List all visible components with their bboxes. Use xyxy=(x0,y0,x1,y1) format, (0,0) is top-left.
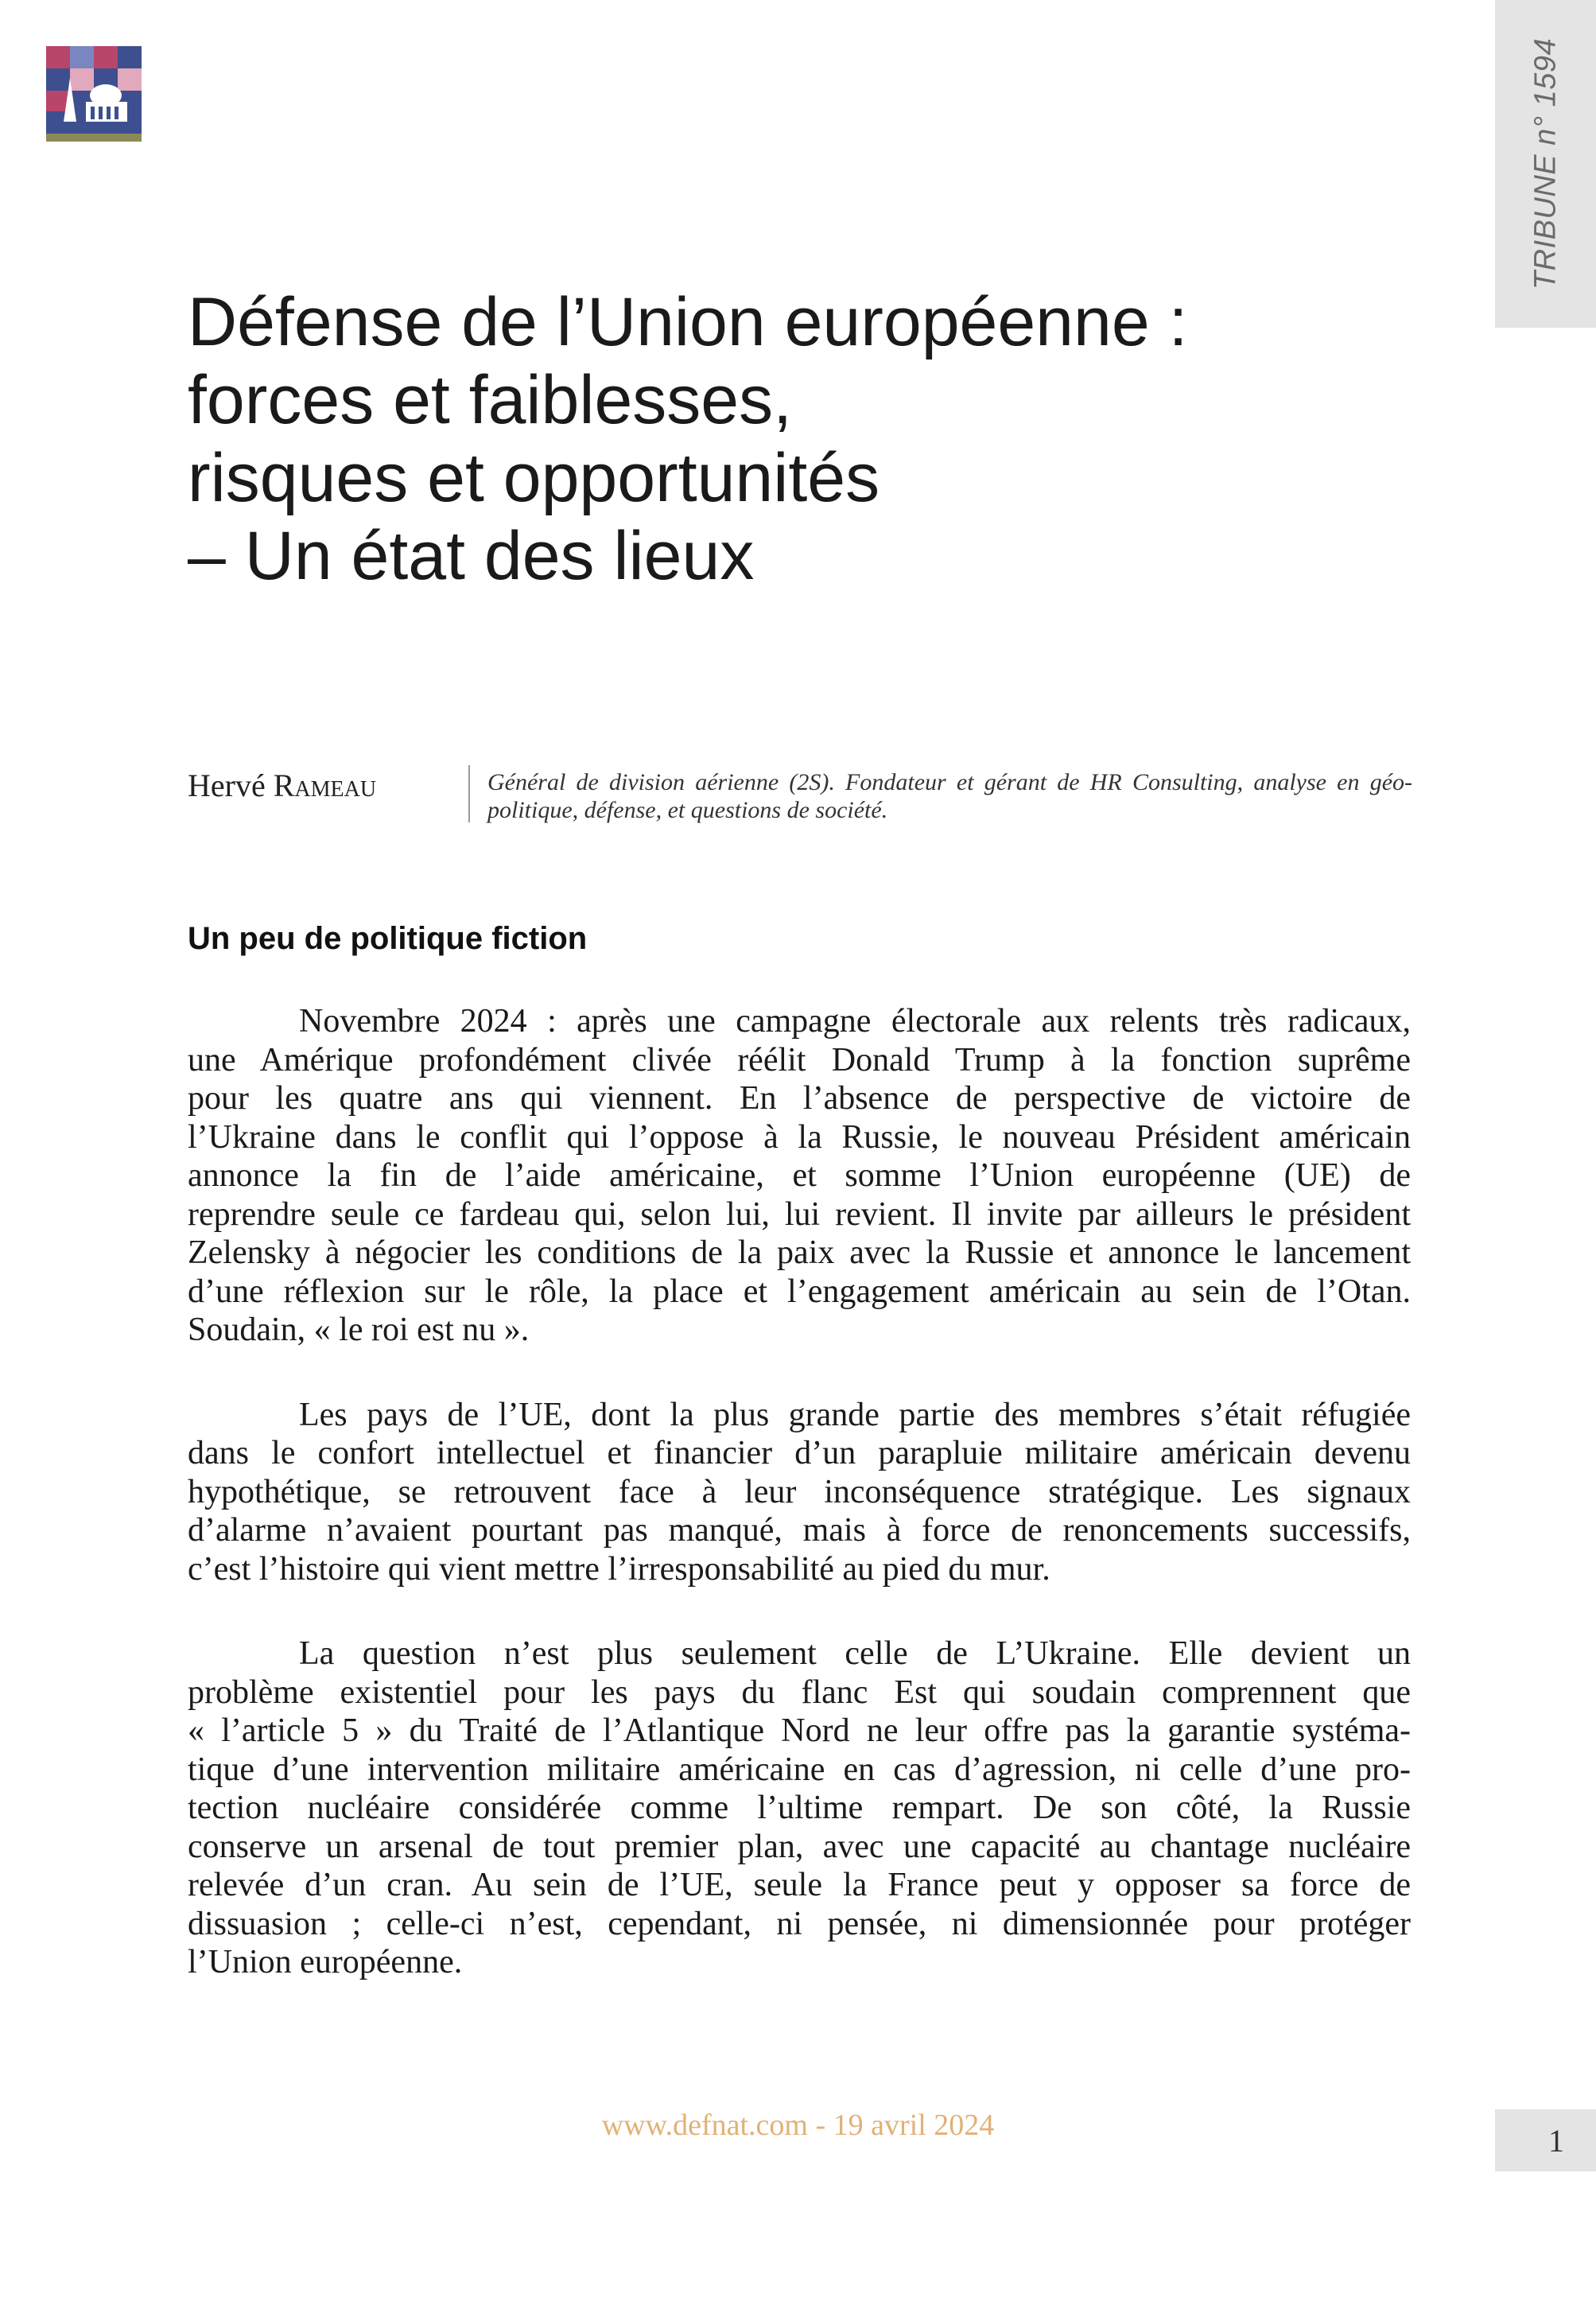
text-line: pour les quatre ans qui viennent. En l’absence de perspective de victoire de xyxy=(188,1080,1411,1117)
author-first-name: Hervé xyxy=(188,768,266,803)
text-line: d’une réflexion sur le rôle, la place et l’engagement américain au sein de l’Otan. xyxy=(188,1273,1411,1310)
author-name xyxy=(188,767,376,804)
text-line: c’est l’histoire qui vient mettre l’irresponsabilité au pied du mur. xyxy=(188,1550,1050,1588)
paragraph xyxy=(188,1634,1411,1982)
text-line: « l’article 5 » du Traité de l’Atlantique Nord ne leur offre pas la garantie systéma- xyxy=(188,1712,1411,1749)
text-line: dans le confort intellectuel et financier d’un parapluie militaire américain devenu xyxy=(188,1435,1411,1471)
text-line: Soudain, « le roi est nu ». xyxy=(188,1312,530,1348)
text-line: reprendre seule ce fardeau qui, selon lui, lui revient. Il invite par ailleurs le président xyxy=(188,1195,1411,1233)
text-line: hypothétique, se retrouvent face à leur inconséquence stratégique. Les signaux xyxy=(188,1473,1411,1510)
defense-nationale-emblem-icon xyxy=(46,46,142,142)
text-line: tection nucléaire considérée comme l’ultime rempart. De son côté, la Russie xyxy=(188,1790,1411,1826)
title-line: – Un état des lieux xyxy=(188,518,755,594)
text-line: Zelensky à négocier les conditions de la paix avec la Russie et annonce le lancement xyxy=(188,1234,1411,1271)
text-line: dissuasion ; celle-ci n’est, cependant, ni pensée, ni dimensionnée pour protéger xyxy=(188,1905,1411,1942)
tribune-sidebar-tab xyxy=(1495,0,1596,328)
tribune-number-label: TRIBUNE n° 1594 xyxy=(1528,37,1562,290)
article-body xyxy=(188,1002,1411,2028)
title-line: risques et opportunités xyxy=(188,440,880,516)
text-line: problème existentiel pour les pays du flanc Est qui soudain comprennent que xyxy=(188,1673,1411,1711)
author-last-name: Rameau xyxy=(273,768,377,803)
author-divider xyxy=(468,765,470,822)
title-line: Défense de l’Union européenne : xyxy=(188,284,1188,360)
text-line: relevée d’un cran. Au sein de l’UE, seule la France peut y opposer sa force de xyxy=(188,1867,1411,1903)
footer-website-date: www.defnat.com - 19 avril 2024 xyxy=(601,2109,995,2142)
page-number: 1 xyxy=(1548,2123,1564,2159)
text-line: Les pays de l’UE, dont la plus grande partie des membres s’était réfugiée xyxy=(299,1396,1411,1433)
page-number-box xyxy=(1495,2109,1596,2171)
title-line: forces et faiblesses, xyxy=(188,362,793,438)
text-line: Novembre 2024 : après une campagne électorale aux relents très radicaux, xyxy=(299,1003,1411,1040)
article-title xyxy=(188,283,1428,595)
text-line: La question n’est plus seulement celle de L’Ukraine. Elle devient un xyxy=(299,1635,1411,1672)
text-line: l’Union européenne. xyxy=(188,1944,463,1980)
text-line: l’Ukraine dans le conflit qui l’oppose à la Russie, le nouveau Président américain xyxy=(188,1118,1411,1156)
paragraph xyxy=(188,1002,1411,1350)
author-bio: Général de division aérienne (2S). Fondateur et gérant de HR Consulting, analyse en géo- politique, défense, et questions de société. xyxy=(487,769,1412,823)
text-line: tique d’une intervention militaire américaine en cas d’agression, ni celle d’une pro- xyxy=(188,1751,1411,1788)
text-line: d’alarme n’avaient pourtant pas manqué, mais à force de renoncements successifs, xyxy=(188,1512,1411,1549)
paragraph xyxy=(188,1396,1411,1589)
text-line: annonce la fin de l’aide américaine, et somme l’Union européenne (UE) de xyxy=(188,1157,1411,1194)
text-line: conserve un arsenal de tout premier plan, avec une capacité au chantage nucléaire xyxy=(188,1828,1411,1865)
text-line: une Amérique profondément clivée réélit Donald Trump à la fonction suprême xyxy=(188,1041,1411,1079)
section-heading: Un peu de politique fiction xyxy=(188,921,588,956)
defense-nationale-logo xyxy=(46,46,142,142)
